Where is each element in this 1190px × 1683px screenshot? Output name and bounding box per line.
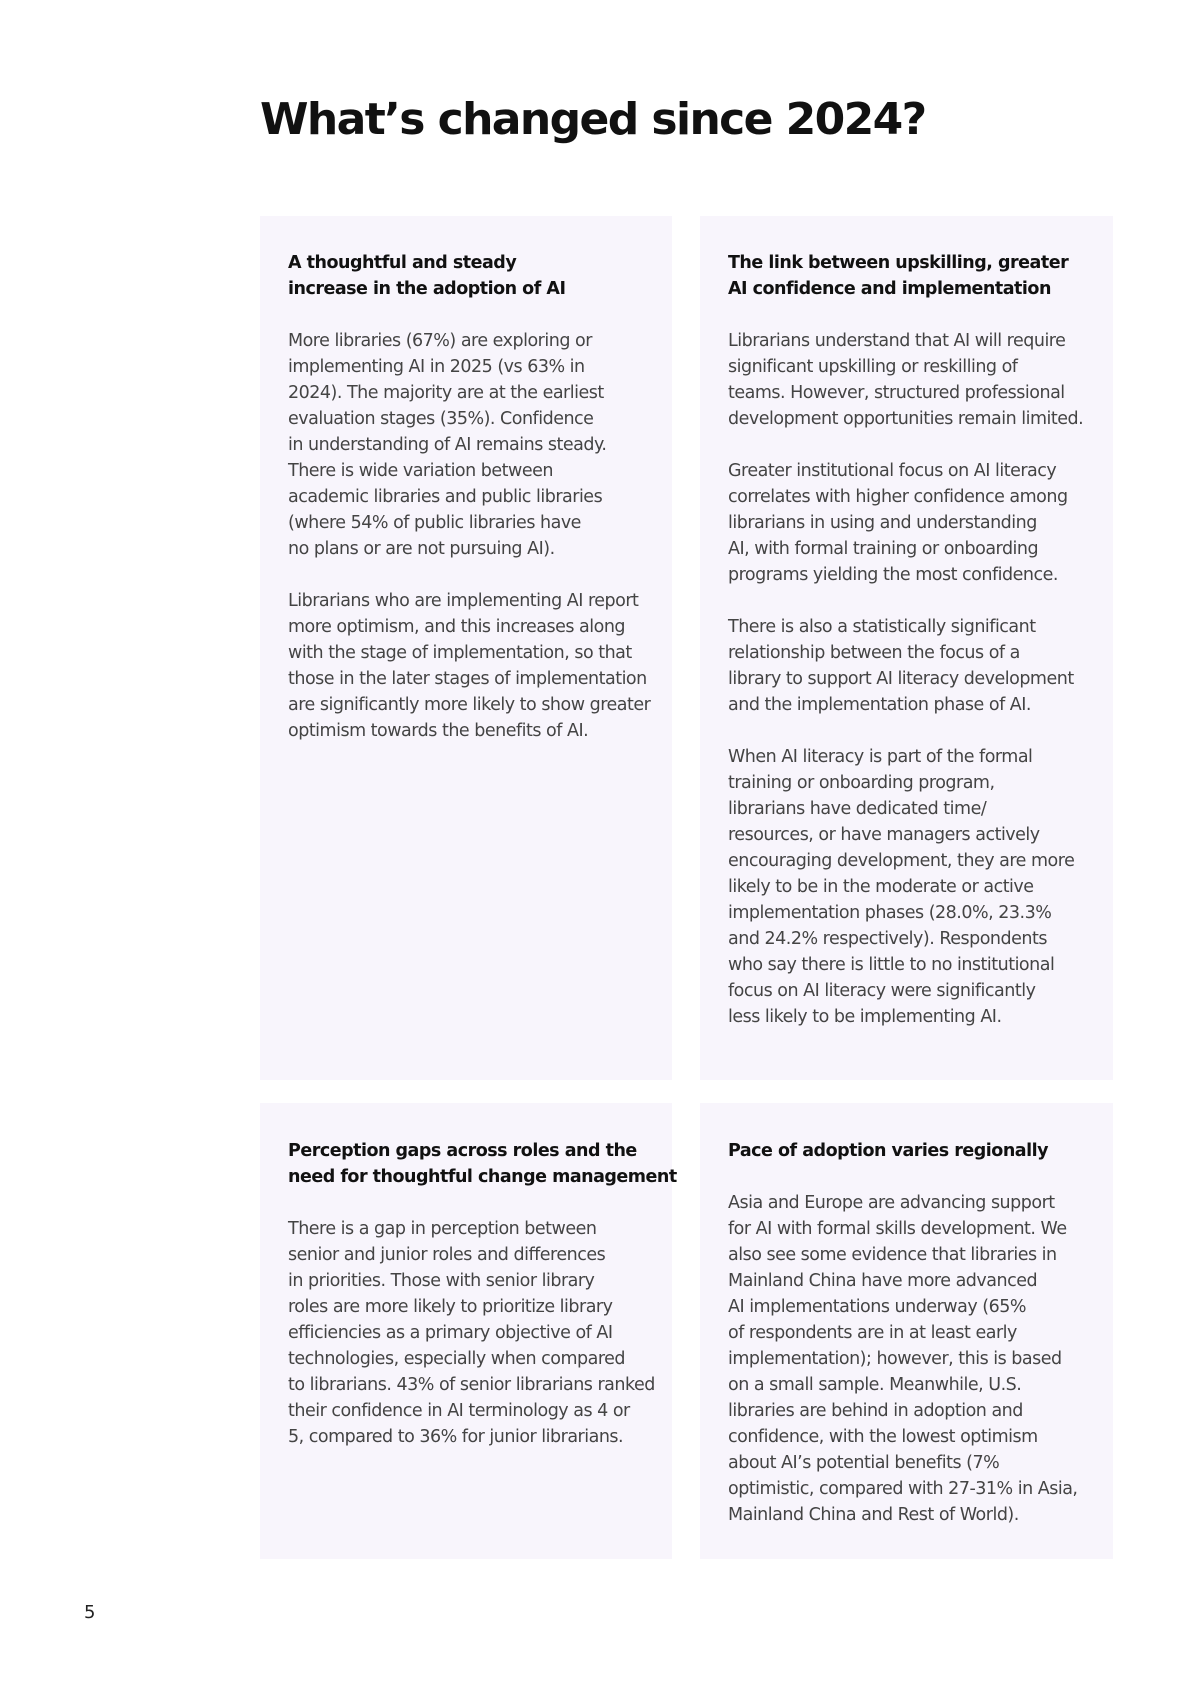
card-paragraph bbox=[288, 588, 651, 744]
paragraph-line: library to support AI literacy development bbox=[728, 669, 1074, 689]
paragraph-line: training or onboarding program, bbox=[728, 773, 995, 793]
card-title-line: A thoughtful and steady bbox=[288, 253, 517, 273]
paragraph-line: of respondents are in at least early bbox=[728, 1323, 1017, 1343]
paragraph-line: with the stage of implementation, so that bbox=[288, 643, 632, 663]
card-title-line: The link between upskilling, greater bbox=[728, 253, 1069, 273]
card-body bbox=[728, 1190, 1085, 1528]
card-body bbox=[728, 328, 1085, 1030]
paragraph-line: Mainland China have more advanced bbox=[728, 1271, 1038, 1291]
card-paragraph bbox=[288, 1216, 655, 1450]
paragraph-line: who say there is little to no institutional bbox=[728, 955, 1055, 975]
paragraph-line: When AI literacy is part of the formal bbox=[728, 747, 1033, 767]
paragraph-line: no plans or are not pursuing AI). bbox=[288, 539, 555, 559]
paragraph-line: less likely to be implementing AI. bbox=[728, 1007, 1002, 1027]
paragraph-line: their confidence in AI terminology as 4 or bbox=[288, 1401, 630, 1421]
paragraph-line: librarians have dedicated time/ bbox=[728, 799, 987, 819]
paragraph-line: more optimism, and this increases along bbox=[288, 617, 626, 637]
paragraph-line: and the implementation phase of AI. bbox=[728, 695, 1031, 715]
paragraph-line: There is a gap in perception between bbox=[288, 1219, 597, 1239]
paragraph-line: and 24.2% respectively). Respondents bbox=[728, 929, 1047, 949]
paragraph-line: senior and junior roles and differences bbox=[288, 1245, 606, 1265]
paragraph-line: likely to be in the moderate or active bbox=[728, 877, 1034, 897]
paragraph-line: about AI’s potential benefits (7% bbox=[728, 1453, 1000, 1473]
page-number: 5 bbox=[84, 1602, 96, 1623]
card-title-line: AI confidence and implementation bbox=[728, 279, 1051, 299]
paragraph-line: evaluation stages (35%). Confidence bbox=[288, 409, 594, 429]
paragraph-line: 2024). The majority are at the earliest bbox=[288, 383, 604, 403]
card-body bbox=[288, 328, 651, 744]
card-title bbox=[728, 250, 1085, 302]
paragraph-line: technologies, especially when compared bbox=[288, 1349, 626, 1369]
paragraph-line: There is also a statistically significant bbox=[728, 617, 1036, 637]
card-perception-gaps bbox=[260, 1103, 677, 1559]
card-adoption-increase bbox=[260, 216, 672, 1080]
paragraph-line: Greater institutional focus on AI literacy bbox=[728, 461, 1057, 481]
paragraph-line: implementing AI in 2025 (vs 63% in bbox=[288, 357, 585, 377]
card-title-line: need for thoughtful change management bbox=[288, 1167, 677, 1187]
paragraph-line: confidence, with the lowest optimism bbox=[728, 1427, 1038, 1447]
paragraph-line: efficiencies as a primary objective of AI bbox=[288, 1323, 613, 1343]
card-paragraph bbox=[728, 458, 1085, 588]
card-paragraph bbox=[728, 328, 1085, 432]
paragraph-line: on a small sample. Meanwhile, U.S. bbox=[728, 1375, 1022, 1395]
paragraph-line: roles are more likely to prioritize library bbox=[288, 1297, 613, 1317]
page-title: What’s changed since 2024? bbox=[260, 94, 926, 145]
paragraph-line: Librarians understand that AI will require bbox=[728, 331, 1066, 351]
paragraph-line: Asia and Europe are advancing support bbox=[728, 1193, 1055, 1213]
card-title bbox=[728, 1138, 1085, 1164]
paragraph-line: for AI with formal skills development. We bbox=[728, 1219, 1067, 1239]
card-title-line: Perception gaps across roles and the bbox=[288, 1141, 637, 1161]
paragraph-line: in understanding of AI remains steady. bbox=[288, 435, 607, 455]
card-body bbox=[288, 1216, 655, 1450]
paragraph-line: programs yielding the most confidence. bbox=[728, 565, 1058, 585]
paragraph-line: implementation); however, this is based bbox=[728, 1349, 1062, 1369]
paragraph-line: AI, with formal training or onboarding bbox=[728, 539, 1039, 559]
paragraph-line: to librarians. 43% of senior librarians ranked bbox=[288, 1375, 655, 1395]
card-title-line: Pace of adoption varies regionally bbox=[728, 1141, 1048, 1161]
paragraph-line: also see some evidence that libraries in bbox=[728, 1245, 1057, 1265]
paragraph-line: librarians in using and understanding bbox=[728, 513, 1037, 533]
paragraph-line: implementation phases (28.0%, 23.3% bbox=[728, 903, 1052, 923]
paragraph-line: optimistic, compared with 27-31% in Asia, bbox=[728, 1479, 1078, 1499]
paragraph-line: 5, compared to 36% for junior librarians. bbox=[288, 1427, 624, 1447]
card-paragraph bbox=[728, 614, 1085, 718]
paragraph-line: encouraging development, they are more bbox=[728, 851, 1075, 871]
card-title bbox=[288, 1138, 677, 1190]
paragraph-line: academic libraries and public libraries bbox=[288, 487, 603, 507]
paragraph-line: (where 54% of public libraries have bbox=[288, 513, 581, 533]
paragraph-line: Mainland China and Rest of World). bbox=[728, 1505, 1019, 1525]
paragraph-line: significant upskilling or reskilling of bbox=[728, 357, 1018, 377]
paragraph-line: are significantly more likely to show greater bbox=[288, 695, 651, 715]
paragraph-line: those in the later stages of implementation bbox=[288, 669, 647, 689]
paragraph-line: AI implementations underway (65% bbox=[728, 1297, 1026, 1317]
card-upskilling-link bbox=[700, 216, 1113, 1080]
card-paragraph bbox=[288, 328, 644, 562]
paragraph-line: libraries are behind in adoption and bbox=[728, 1401, 1023, 1421]
card-regional-pace bbox=[700, 1103, 1113, 1559]
paragraph-line: relationship between the focus of a bbox=[728, 643, 1020, 663]
card-paragraph bbox=[728, 1190, 1085, 1528]
card-paragraph bbox=[728, 744, 1085, 1030]
paragraph-line: Librarians who are implementing AI report bbox=[288, 591, 639, 611]
paragraph-line: More libraries (67%) are exploring or bbox=[288, 331, 592, 351]
card-title-line: increase in the adoption of AI bbox=[288, 279, 566, 299]
paragraph-line: focus on AI literacy were significantly bbox=[728, 981, 1036, 1001]
paragraph-line: optimism towards the benefits of AI. bbox=[288, 721, 589, 741]
paragraph-line: in priorities. Those with senior library bbox=[288, 1271, 595, 1291]
paragraph-line: development opportunities remain limited. bbox=[728, 409, 1084, 429]
paragraph-line: teams. However, structured professional bbox=[728, 383, 1065, 403]
paragraph-line: There is wide variation between bbox=[288, 461, 553, 481]
paragraph-line: resources, or have managers actively bbox=[728, 825, 1040, 845]
paragraph-line: correlates with higher confidence among bbox=[728, 487, 1068, 507]
card-title bbox=[288, 250, 644, 302]
